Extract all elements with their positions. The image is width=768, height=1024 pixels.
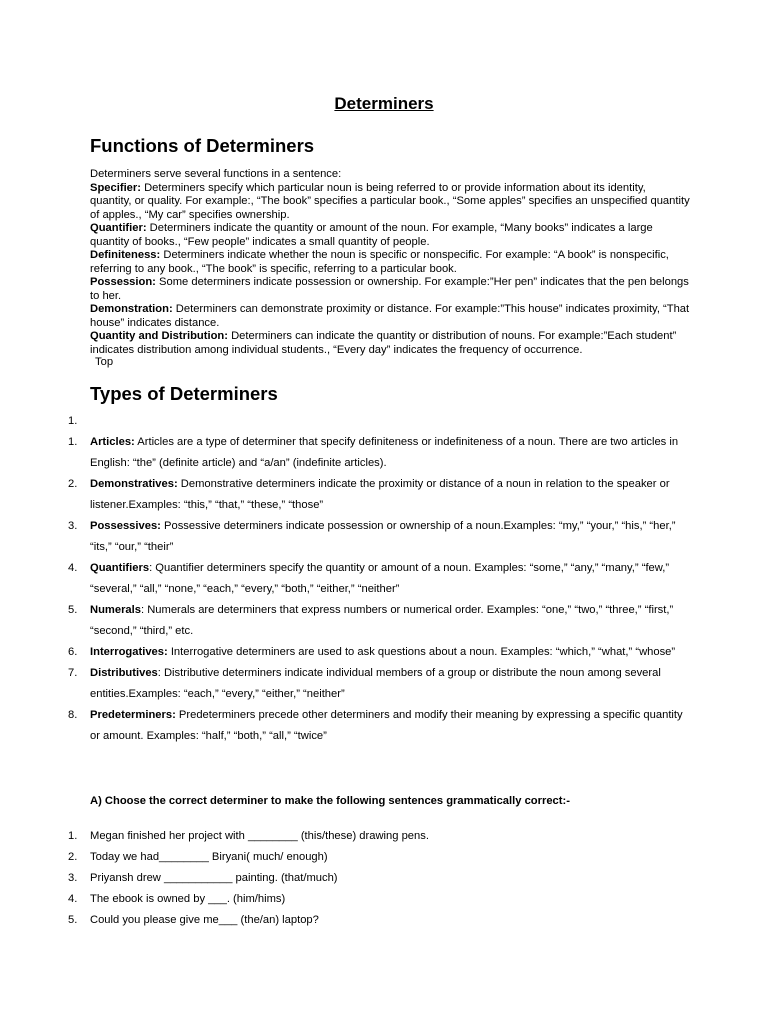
type-term: Demonstratives:	[90, 478, 178, 490]
type-term: Articles:	[90, 436, 135, 448]
type-text: : Numerals are determiners that express numbers or numerical order. Examples: “one,” “two,” “three,” “first,” “second,” “third,” etc.	[90, 604, 674, 637]
exercise-text: Could you please give me___ (the/an) laptop?	[90, 914, 319, 926]
exercise-item	[0, 868, 429, 889]
list-item	[0, 600, 690, 642]
list-number: 8.	[68, 709, 78, 721]
exercise-text: Today we had________ Biryani( much/ enough)	[90, 851, 328, 863]
list-number: 3.	[68, 872, 78, 884]
type-term: Numerals	[90, 604, 141, 616]
function-text: Determiners indicate the quantity or amount of the noun. For example, “Many books” indicates a large quantity of books., “Few people” indicates a small quantity of people.	[90, 222, 653, 248]
exercise-text: Megan finished her project with ________ (this/these) drawing pens.	[90, 830, 429, 842]
type-text: Interrogative determiners are used to ask questions about a noun. Examples: “which,” “what,” “whose”	[167, 646, 676, 658]
type-text: Possessive determiners indicate possession or ownership of a noun.Examples: “my,” “your,” “his,” “her,” “its,” “our,” “their”	[90, 520, 676, 553]
list-item	[0, 432, 690, 474]
list-number: 5.	[68, 914, 78, 926]
function-term: Quantity and Distribution:	[90, 330, 228, 342]
exercise-item	[0, 889, 429, 910]
function-item	[90, 249, 690, 276]
types-heading: Types of Determiners	[90, 383, 278, 404]
function-term: Specifier:	[90, 181, 141, 194]
type-text: : Distributive determiners indicate individual members of a group or distribute the noun among several entities.Examples: “each,” “every,” “either,” “neither”	[90, 667, 661, 700]
list-number: 4.	[68, 893, 78, 905]
list-item	[0, 663, 690, 705]
function-text: Some determiners indicate possession or ownership. For example:”Her pen” indicates that the pen belongs to her.	[90, 276, 689, 302]
type-term: Predeterminers:	[90, 709, 176, 721]
list-number: 2.	[68, 478, 78, 490]
function-item	[90, 330, 690, 357]
type-term: Interrogatives:	[90, 646, 168, 658]
type-text: Demonstrative determiners indicate the proximity or distance of a noun in relation to the speaker or listener.Examples: “this,” “that,” “these,” “those”	[90, 478, 670, 511]
type-term: Distributives	[90, 667, 158, 679]
type-term: Quantifiers	[90, 562, 150, 574]
function-text: Determiners can demonstrate proximity or distance. For example:”This house” indicates proximity, “That house” indicates distance.	[90, 303, 690, 329]
function-text: Determiners specify which particular noun is being referred to or provide information about its identity, quantity, or quality. For example:, “The book” specifies a particular book., “Some apples” specifies an unspecified quantity of apples., “My car” specifies ownership.	[90, 181, 690, 221]
exercise-heading: A) Choose the correct determiner to make the following sentences grammatically correct:-	[90, 795, 570, 807]
top-link[interactable]: Top	[95, 356, 114, 368]
list-number: 1.	[68, 436, 78, 448]
exercise-item	[0, 826, 429, 847]
list-item	[0, 642, 690, 663]
function-item	[90, 222, 690, 249]
list-item-empty	[0, 411, 690, 432]
function-term: Demonstration:	[90, 303, 173, 315]
exercise-item	[0, 910, 429, 931]
functions-intro: Determiners serve several functions in a sentence:	[90, 168, 342, 180]
list-item	[0, 516, 690, 558]
list-number: 2.	[68, 851, 78, 863]
exercise-list	[0, 826, 429, 931]
exercise-item	[0, 847, 429, 868]
type-text: : Quantifier determiners specify the quantity or amount of a noun. Examples: “some,” “any,” “many,” “few,” “several,” “all,” “none,” “each,” “every,” “both,” “either,” “neither”	[90, 562, 670, 595]
list-number: 4.	[68, 562, 78, 574]
list-number: 1.	[68, 830, 78, 842]
function-text: Determiners indicate whether the noun is specific or nonspecific. For example: “A book” is nonspecific, referring to any book., “The book” is specific, referring to a particular book.	[90, 249, 669, 275]
type-text: Articles are a type of determiner that specify definiteness or indefiniteness of a noun. There are two articles in English: “the” (definite article) and “a/an” (indefinite articles).	[90, 436, 679, 469]
functions-heading: Functions of Determiners	[90, 135, 315, 156]
list-item	[0, 705, 690, 747]
type-text: Predeterminers precede other determiners and modify their meaning by expressing a specific quantity or amount. Examples: “half,” “both,” “all,” “twice”	[90, 709, 683, 742]
type-term: Possessives:	[90, 520, 161, 532]
document-title: Determiners	[334, 94, 434, 113]
function-text: Determiners can indicate the quantity or distribution of nouns. For example:”Each student” indicates distribution among individual students., “Every day” indicates the frequency of occurrence.	[90, 330, 677, 356]
list-number: 6.	[68, 646, 78, 658]
function-term: Possession:	[90, 276, 156, 288]
function-item	[90, 303, 690, 330]
function-term: Quantifier:	[90, 222, 147, 234]
types-list	[0, 411, 768, 747]
function-term: Definiteness:	[90, 249, 161, 261]
list-number: 5.	[68, 604, 78, 616]
list-item	[0, 558, 690, 600]
functions-section	[90, 168, 690, 357]
function-item	[90, 182, 690, 223]
function-item	[90, 276, 690, 303]
list-number: 7.	[68, 667, 78, 679]
list-item	[0, 474, 690, 516]
exercise-text: The ebook is owned by ___. (him/hims)	[90, 893, 286, 905]
list-number: 1.	[68, 415, 78, 427]
list-number: 3.	[68, 520, 78, 532]
exercise-text: Priyansh drew ___________ painting. (that/much)	[90, 872, 338, 884]
